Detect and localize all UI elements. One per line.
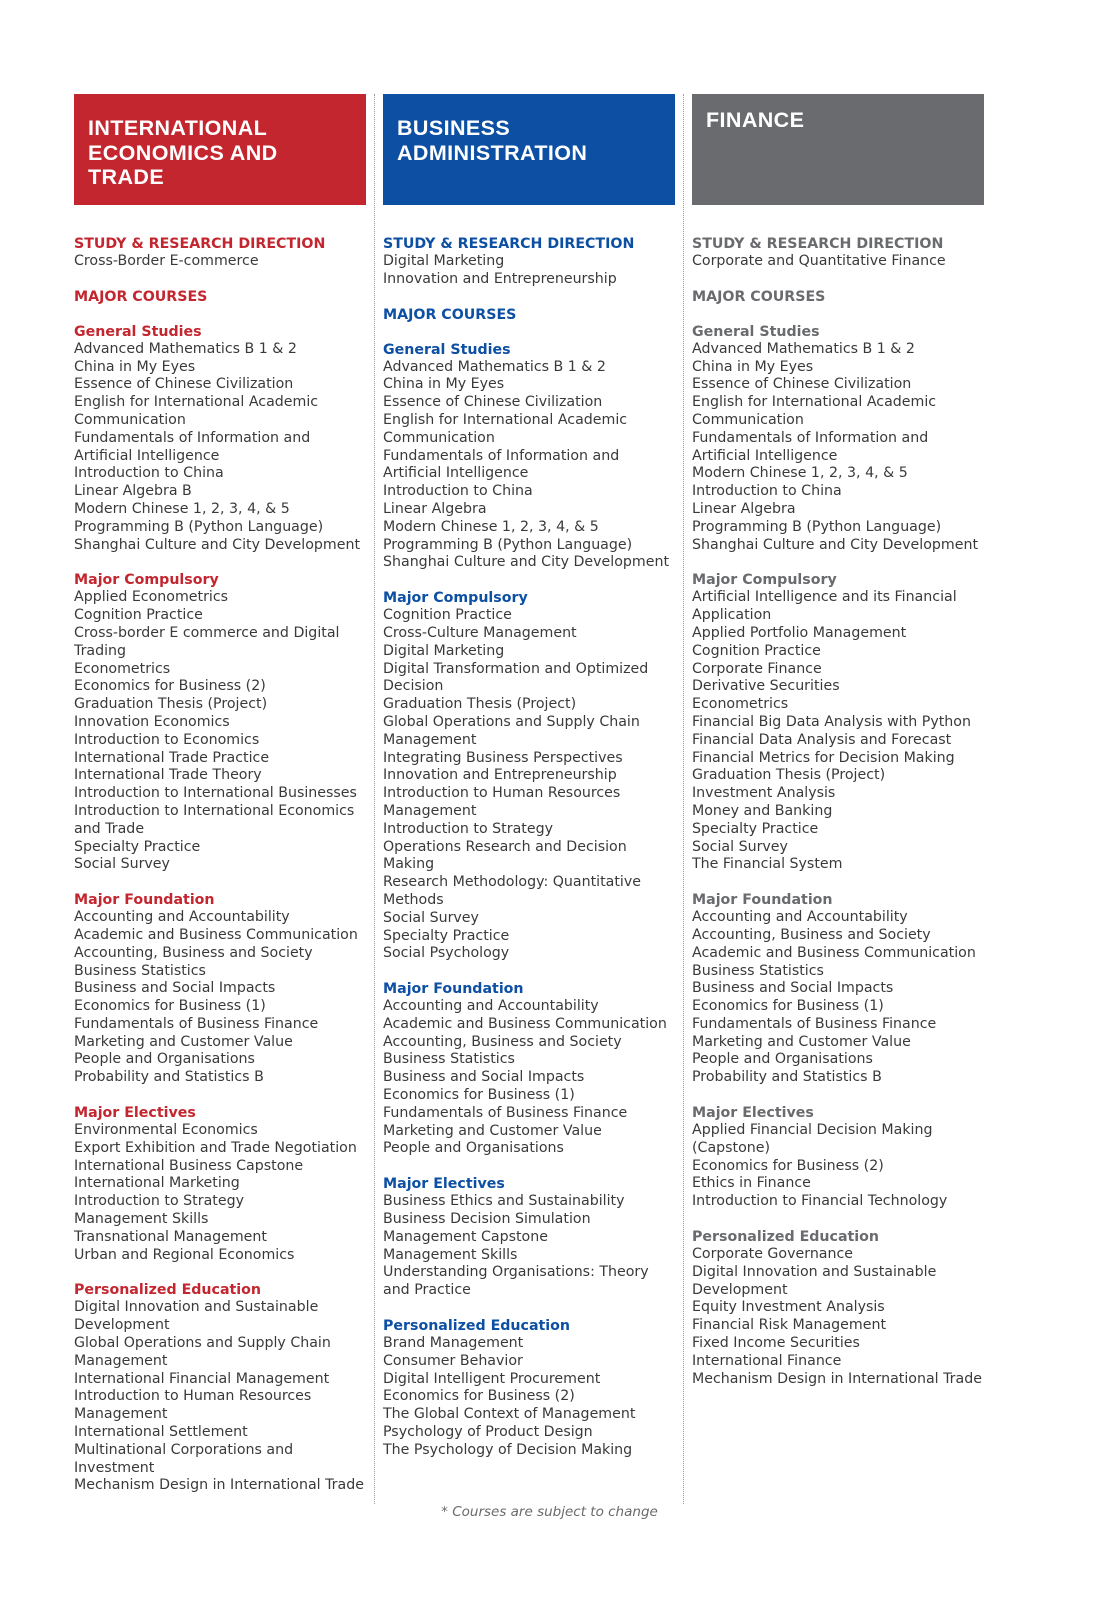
course-item: Financial Metrics for Decision Making [692, 749, 955, 766]
course-group [74, 1281, 366, 1495]
course-item: People and Organisations [383, 1140, 564, 1157]
study-direction-item: Innovation and Entrepreneurship [383, 270, 617, 287]
course-group-heading: Major Electives [692, 1105, 814, 1122]
course-item: Fundamentals of Information and Artificial Intelligence [383, 447, 620, 482]
course-item: International Business Capstone [74, 1157, 304, 1174]
course-item: The Global Context of Management [383, 1406, 636, 1423]
course-item: Business Statistics [692, 962, 824, 979]
course-item: Marketing and Customer Value [383, 1122, 602, 1139]
column-divider [683, 94, 684, 1504]
study-direction-heading: STUDY & RESEARCH DIRECTION [692, 236, 944, 252]
course-item: Marketing and Customer Value [692, 1033, 911, 1050]
course-item: Research Methodology: Quantitative Methods [383, 874, 641, 908]
course-item: Business Decision Simulation [383, 1211, 591, 1228]
course-item: China in My Eyes [383, 376, 505, 393]
study-direction-section [692, 235, 984, 271]
course-item: Modern Chinese 1, 2, 3, 4, & 5 [383, 518, 599, 535]
course-item: Cognition Practice [74, 607, 203, 624]
course-item: Linear Algebra B [74, 483, 192, 500]
course-item: Introduction to International Businesses [74, 785, 357, 802]
course-item: Money and Banking [692, 802, 833, 819]
course-item: Linear Algebra [383, 500, 487, 517]
course-item: Global Operations and Supply Chain Management [74, 1335, 331, 1369]
course-item: Applied Econometrics [74, 589, 229, 606]
study-direction-heading: STUDY & RESEARCH DIRECTION [383, 236, 635, 252]
course-item: International Financial Management [74, 1370, 330, 1387]
course-item: Economics for Business (2) [74, 678, 266, 695]
course-item: Understanding Organisations: Theory and Practice [383, 1264, 649, 1299]
program-column [74, 94, 366, 1512]
course-item: Investment Analysis [692, 785, 836, 802]
course-item: Introduction to Human Resources Management [74, 1388, 312, 1423]
course-item: Essence of Chinese Civilization [692, 376, 912, 393]
course-item: Programming B (Python Language) [383, 536, 633, 553]
course-item: Ethics in Finance [692, 1175, 811, 1192]
course-item: Artificial Intelligence and its Financial Application [692, 589, 957, 624]
course-item: Introduction to Human Resources Management [383, 785, 621, 819]
course-group-heading: Personalized Education [692, 1229, 880, 1246]
course-item: Financial Big Data Analysis with Python [692, 713, 971, 730]
program-content [692, 205, 984, 1388]
course-item: Psychology of Product Design [383, 1424, 593, 1441]
course-item: International Trade Practice [74, 749, 270, 766]
course-item: Shanghai Culture and City Development [383, 554, 670, 571]
course-item: Fundamentals of Business Finance [383, 1104, 628, 1121]
course-item: Modern Chinese 1, 2, 3, 4, & 5 [692, 465, 908, 482]
course-item: Probability and Statistics B [692, 1069, 882, 1086]
course-item: Introduction to China [383, 483, 533, 500]
course-item: Linear Algebra [692, 500, 796, 517]
course-item: Business and Social Impacts [74, 980, 276, 997]
course-item: Digital Innovation and Sustainable Development [692, 1263, 937, 1298]
footnote: * Courses are subject to change [441, 1504, 658, 1520]
course-item: Programming B (Python Language) [74, 518, 324, 535]
course-item: Management Skills [74, 1211, 209, 1228]
program-title-banner [692, 94, 984, 205]
course-group [692, 1104, 984, 1211]
course-item: Essence of Chinese Civilization [74, 376, 294, 393]
course-item: Economics for Business (2) [383, 1388, 575, 1405]
course-item: Essence of Chinese Civilization [383, 394, 603, 411]
course-item: Financial Data Analysis and Forecast [692, 731, 952, 748]
course-item: Accounting, Business and Society [383, 1033, 622, 1050]
course-item: Mechanism Design in International Trade [692, 1370, 982, 1387]
course-item: Accounting, Business and Society [692, 926, 931, 943]
course-item: The Financial System [692, 856, 843, 873]
course-item: Equity Investment Analysis [692, 1299, 885, 1316]
course-item: Introduction to Strategy [383, 820, 553, 837]
course-item: Social Psychology [383, 945, 510, 962]
course-item: Accounting and Accountability [383, 998, 599, 1015]
program-column [692, 94, 984, 1405]
course-item: Economics for Business (2) [692, 1157, 884, 1174]
course-item: English for International Academic Communication [383, 411, 628, 446]
course-item: Shanghai Culture and City Development [692, 536, 979, 553]
course-item: People and Organisations [692, 1051, 873, 1068]
course-item: Environmental Economics [74, 1122, 258, 1139]
course-group [74, 1104, 366, 1264]
program-title-line: INTERNATIONAL [88, 116, 268, 140]
course-item: Mechanism Design in International Trade [74, 1477, 364, 1494]
course-group-heading: Major Foundation [692, 892, 833, 909]
program-title-banner [74, 94, 366, 205]
course-item: Business and Social Impacts [692, 980, 894, 997]
course-group [74, 571, 366, 874]
course-item: Applied Portfolio Management [692, 624, 907, 641]
program-title-line: BUSINESS [397, 116, 511, 140]
course-item: Cognition Practice [692, 642, 821, 659]
course-item: Management Skills [383, 1246, 518, 1263]
course-group-heading: Personalized Education [383, 1318, 571, 1335]
course-item: Accounting, Business and Society [74, 944, 313, 961]
major-courses-heading: MAJOR COURSES [383, 306, 517, 323]
course-item: Digital Innovation and Sustainable Development [74, 1299, 319, 1334]
course-item: China in My Eyes [74, 358, 196, 375]
course-item: Probability and Statistics B [74, 1069, 264, 1086]
course-item: Business and Social Impacts [383, 1069, 585, 1086]
course-item: Social Survey [692, 838, 788, 855]
course-group-heading: Major Electives [383, 1176, 505, 1193]
course-group-heading: Major Compulsory [74, 572, 219, 589]
course-item: Innovation Economics [74, 713, 230, 730]
study-direction-section [383, 235, 675, 289]
course-item: Introduction to China [74, 465, 224, 482]
course-item: Innovation and Entrepreneurship [383, 767, 617, 784]
course-item: Cross-Culture Management [383, 624, 577, 641]
course-item: Graduation Thesis (Project) [383, 696, 577, 713]
course-item: Urban and Regional Economics [74, 1246, 295, 1263]
course-item: Financial Risk Management [692, 1317, 887, 1334]
course-item: Consumer Behavior [383, 1352, 523, 1369]
course-group-heading: General Studies [692, 323, 820, 340]
course-item: Business Statistics [383, 1051, 515, 1068]
column-divider [374, 94, 375, 1504]
course-item: Export Exhibition and Trade Negotiation [74, 1139, 357, 1156]
course-item: Specialty Practice [74, 838, 201, 855]
course-item: Fundamentals of Information and Artificial Intelligence [74, 429, 311, 464]
course-item: English for International Academic Communication [74, 394, 319, 428]
course-group [383, 980, 675, 1158]
major-courses-heading: MAJOR COURSES [74, 288, 208, 305]
course-item: Management Capstone [383, 1228, 548, 1245]
course-item: Fundamentals of Information and Artificial Intelligence [692, 429, 929, 464]
course-item: International Marketing [74, 1175, 240, 1192]
course-group [383, 1175, 675, 1300]
course-item: Advanced Mathematics B 1 & 2 [383, 358, 606, 375]
course-group-heading: General Studies [74, 323, 202, 340]
course-item: Graduation Thesis (Project) [692, 767, 886, 784]
course-item: Fundamentals of Business Finance [692, 1015, 937, 1032]
course-item: Fundamentals of Business Finance [74, 1015, 319, 1032]
course-item: Marketing and Customer Value [74, 1033, 293, 1050]
course-item: Accounting and Accountability [692, 909, 908, 926]
course-group [74, 891, 366, 1087]
course-item: Global Operations and Supply Chain Management [383, 713, 640, 748]
course-item: Advanced Mathematics B 1 & 2 [692, 340, 915, 357]
course-item: Shanghai Culture and City Development [74, 536, 361, 553]
program-title-banner [383, 94, 675, 205]
course-item: Multinational Corporations and Investment [74, 1441, 294, 1476]
course-item: Business Statistics [74, 962, 206, 979]
course-item: International Finance [692, 1352, 842, 1369]
course-item: Corporate Governance [692, 1246, 854, 1263]
course-item: Business Ethics and Sustainability [383, 1193, 625, 1210]
course-item: People and Organisations [74, 1051, 255, 1068]
program-content [74, 205, 366, 1495]
course-item: Brand Management [383, 1335, 524, 1352]
program-content [383, 205, 675, 1460]
course-item: Introduction to Economics [74, 731, 260, 748]
course-group [383, 1317, 675, 1460]
course-item: Digital Transformation and Optimized Decision [383, 660, 649, 695]
course-item: Accounting and Accountability [74, 909, 290, 926]
course-item: English for International Academic Communication [692, 394, 937, 428]
course-item: Academic and Business Communication [383, 1015, 667, 1032]
course-item: Advanced Mathematics B 1 & 2 [74, 340, 297, 357]
course-item: Fixed Income Securities [692, 1335, 860, 1352]
course-item: Transnational Management [74, 1228, 267, 1245]
course-item: Introduction to Financial Technology [692, 1193, 948, 1210]
course-item: Graduation Thesis (Project) [74, 696, 268, 713]
course-group-heading: Major Compulsory [692, 572, 837, 589]
course-group-heading: Major Foundation [74, 892, 215, 909]
course-item: Social Survey [74, 856, 170, 873]
course-item: Applied Financial Decision Making (Capstone) [692, 1122, 933, 1156]
course-item: Economics for Business (1) [383, 1087, 575, 1104]
course-group [383, 341, 675, 573]
course-item: Modern Chinese 1, 2, 3, 4, & 5 [74, 500, 290, 517]
course-group-heading: General Studies [383, 341, 511, 358]
course-item: Cognition Practice [383, 607, 512, 624]
course-group [692, 891, 984, 1087]
study-direction-item: Digital Marketing [383, 253, 505, 269]
course-group [692, 1228, 984, 1388]
course-item: Programming B (Python Language) [692, 518, 942, 535]
major-courses-heading: MAJOR COURSES [692, 288, 826, 305]
course-group-heading: Major Compulsory [383, 590, 528, 607]
course-item: Econometrics [692, 696, 789, 713]
course-item: Cross-border E commerce and Digital Trading [74, 624, 340, 659]
course-item: Digital Intelligent Procurement [383, 1370, 601, 1387]
study-direction-section [74, 235, 366, 271]
course-group-heading: Personalized Education [74, 1282, 262, 1299]
course-item: Corporate Finance [692, 660, 822, 677]
course-item: Introduction to International Economics and Trade [74, 802, 355, 837]
program-title-line: ECONOMICS AND [88, 140, 278, 165]
program-column [383, 94, 675, 1477]
course-item: Introduction to Strategy [74, 1193, 244, 1210]
course-item: Operations Research and Decision Making [383, 838, 627, 873]
course-item: Digital Marketing [383, 642, 505, 659]
course-group [74, 323, 366, 555]
course-item: Introduction to China [692, 483, 842, 500]
course-group-heading: Major Foundation [383, 981, 524, 998]
course-group [692, 323, 984, 555]
course-item: Derivative Securities [692, 678, 840, 695]
course-group [692, 571, 984, 874]
course-item: International Trade Theory [74, 767, 262, 784]
course-group [383, 589, 675, 963]
course-item: Economics for Business (1) [692, 998, 884, 1015]
course-item: The Psychology of Decision Making [383, 1441, 633, 1458]
study-direction-item: Corporate and Quantitative Finance [692, 253, 946, 269]
study-direction-item: Cross-Border E-commerce [74, 253, 259, 269]
course-item: International Settlement [74, 1424, 248, 1441]
course-item: China in My Eyes [692, 358, 814, 375]
course-item: Integrating Business Perspectives [383, 749, 623, 766]
course-item: Social Survey [383, 909, 479, 926]
study-direction-heading: STUDY & RESEARCH DIRECTION [74, 236, 326, 252]
program-title-line: TRADE [88, 165, 165, 189]
course-item: Econometrics [74, 660, 171, 677]
course-item: Specialty Practice [383, 927, 510, 944]
program-columns [74, 94, 1008, 1504]
course-item: Academic and Business Communication [74, 926, 358, 943]
course-item: Specialty Practice [692, 820, 819, 837]
program-title-line: FINANCE [706, 108, 805, 132]
course-item: Economics for Business (1) [74, 998, 266, 1015]
course-group-heading: Major Electives [74, 1105, 196, 1122]
program-title-line: ADMINISTRATION [397, 140, 588, 165]
course-item: Academic and Business Communication [692, 944, 976, 961]
